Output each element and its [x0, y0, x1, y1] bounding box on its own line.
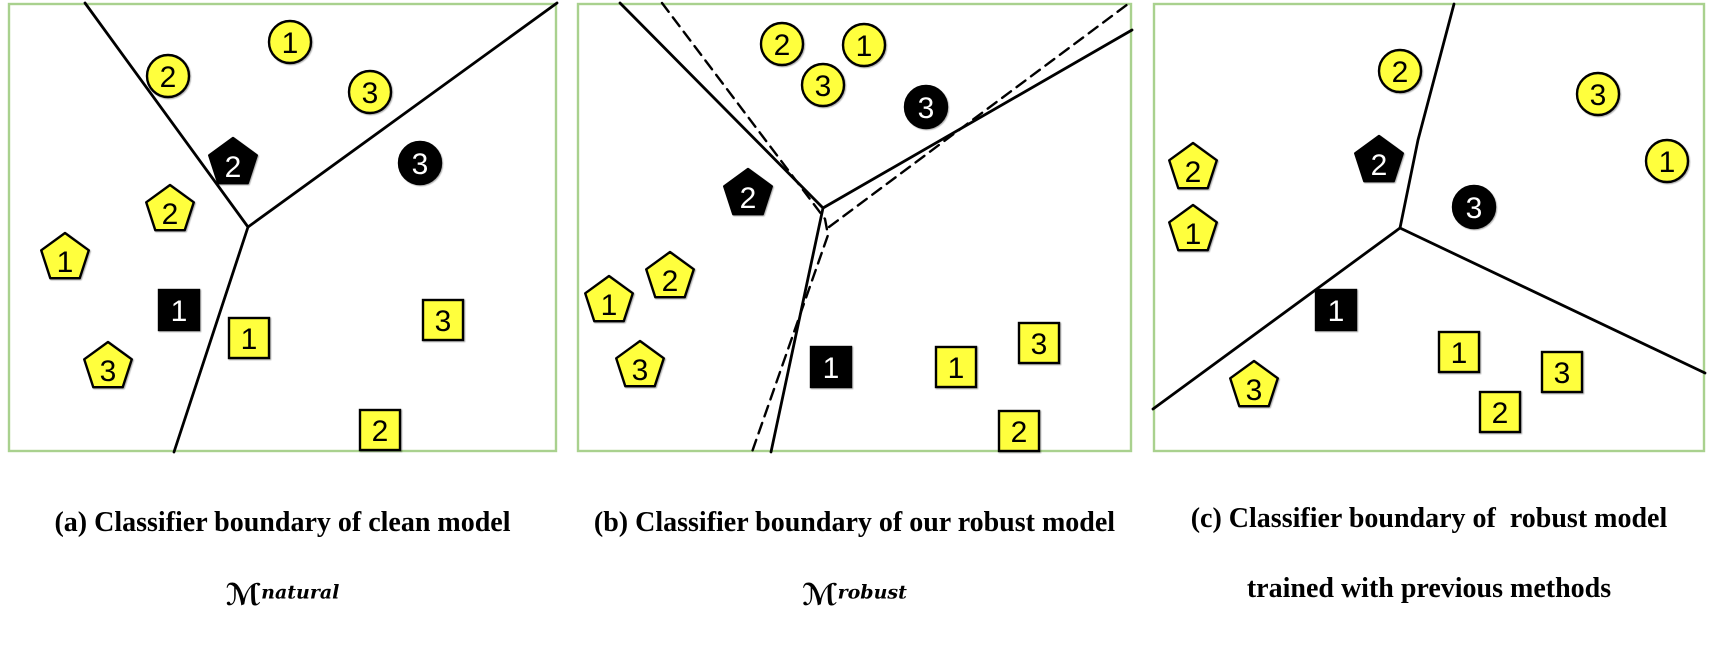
panel-c-plot — [1153, 3, 1705, 452]
marker-circle-3-yellow — [1577, 73, 1619, 115]
marker-label: 1 — [281, 26, 299, 60]
marker-label: 1 — [1327, 294, 1345, 328]
marker-circle-2-yellow — [1379, 50, 1421, 92]
marker-label: 3 — [411, 147, 429, 181]
marker-circle-3-black — [399, 142, 441, 184]
marker-label: 3 — [1245, 373, 1263, 407]
marker-label: 1 — [1450, 336, 1468, 370]
marker-circle-2-yellow — [761, 23, 803, 65]
caption-b-text: (b) Classifier boundary of our robust model — [593, 507, 1116, 538]
marker-circle-3-yellow — [349, 71, 391, 113]
marker-circle-3-black — [905, 86, 947, 128]
marker-label: 1 — [56, 245, 74, 279]
marker-label: 3 — [917, 91, 935, 125]
marker-square-2-yellow — [999, 411, 1039, 451]
marker-label: 3 — [1589, 78, 1607, 112]
caption-a-text: (a) Classifier boundary of clean model — [54, 507, 511, 538]
panel-b-border — [578, 4, 1131, 451]
panel-b-plot — [577, 3, 1132, 452]
marker-label: 3 — [814, 69, 832, 103]
marker-label: 1 — [1184, 217, 1202, 251]
marker-label: 3 — [1030, 327, 1048, 361]
marker-label: 2 — [1184, 155, 1202, 189]
caption-c-text-line2: trained with previous methods — [1246, 573, 1612, 604]
marker-label: 2 — [1010, 415, 1028, 449]
marker-circle-3-yellow — [802, 64, 844, 106]
marker-label: 2 — [161, 197, 179, 231]
script-m-superscript: natural — [261, 581, 340, 604]
marker-label: 2 — [371, 414, 389, 448]
caption-panel-b — [577, 470, 1132, 649]
marker-label: 3 — [434, 304, 452, 338]
marker-label: 1 — [822, 351, 840, 385]
marker-square-1-yellow — [1439, 332, 1479, 372]
marker-label: 3 — [1553, 356, 1571, 390]
marker-square-3-yellow — [423, 300, 463, 340]
caption-c-text-line1: (c) Classifier boundary of robust model — [1190, 503, 1668, 534]
caption-a-model-symbol — [8, 578, 557, 613]
panel-a-plot — [8, 3, 557, 452]
marker-label: 1 — [240, 322, 258, 356]
marker-label: 2 — [1370, 148, 1388, 182]
marker-square-2-yellow — [1480, 392, 1520, 432]
marker-label: 1 — [947, 351, 965, 385]
marker-label: 2 — [1391, 55, 1409, 89]
marker-square-3-yellow — [1019, 323, 1059, 363]
caption-panel-c — [1153, 466, 1705, 642]
script-m-symbol: ℳ — [225, 578, 262, 613]
marker-square-1-black — [1316, 290, 1356, 330]
marker-label: 2 — [159, 60, 177, 94]
marker-label: 2 — [661, 264, 679, 298]
marker-circle-2-yellow — [147, 55, 189, 97]
script-m-symbol: ℳ — [802, 578, 838, 613]
marker-circle-3-black — [1453, 186, 1495, 228]
script-m-superscript: robust — [837, 581, 907, 604]
marker-label: 2 — [739, 181, 757, 215]
marker-square-1-black — [811, 347, 851, 387]
marker-label: 1 — [170, 294, 188, 328]
marker-circle-1-yellow — [269, 21, 311, 63]
marker-label: 3 — [631, 353, 649, 387]
marker-label: 3 — [1465, 191, 1483, 225]
marker-label: 3 — [99, 354, 117, 388]
caption-panel-a — [8, 470, 557, 649]
marker-square-1-yellow — [936, 347, 976, 387]
marker-square-1-yellow — [229, 318, 269, 358]
marker-label: 1 — [855, 29, 873, 63]
caption-b-model-symbol — [577, 578, 1132, 613]
marker-label: 2 — [773, 28, 791, 62]
marker-label: 2 — [1491, 396, 1509, 430]
marker-square-3-yellow — [1542, 352, 1582, 392]
marker-circle-1-yellow — [843, 24, 885, 66]
marker-label: 1 — [1658, 145, 1676, 179]
marker-label: 1 — [600, 288, 618, 322]
marker-label: 3 — [361, 76, 379, 110]
marker-label: 2 — [224, 150, 242, 184]
marker-circle-1-yellow — [1646, 140, 1688, 182]
marker-square-1-black — [159, 290, 199, 330]
marker-square-2-yellow — [360, 410, 400, 450]
